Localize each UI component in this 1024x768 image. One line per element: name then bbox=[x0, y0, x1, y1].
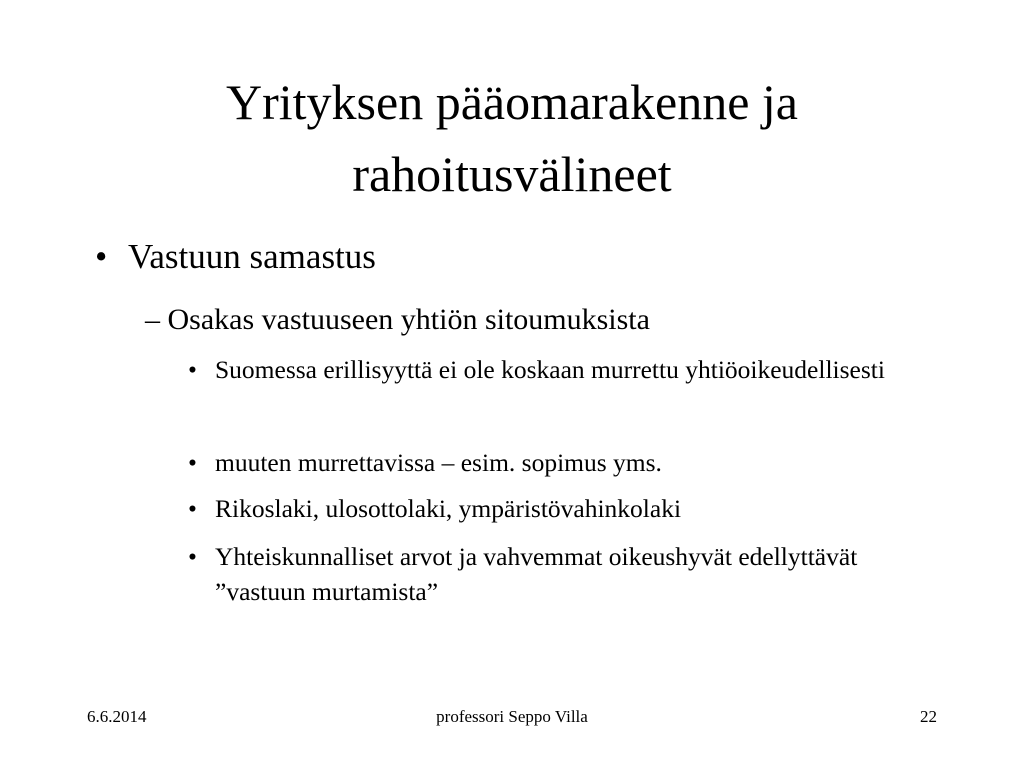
bullet-level-3-text: Rikoslaki, ulosottolaki, ympäristövahinkolaki bbox=[215, 494, 682, 523]
slide-title-line-1: Yrityksen pääomarakenne ja bbox=[226, 74, 798, 130]
slide-title bbox=[60, 66, 964, 210]
slide-title-line-2: rahoitusvälineet bbox=[352, 146, 672, 202]
bullet-level-2 bbox=[145, 299, 650, 341]
footer-date: 6.6.2014 bbox=[87, 707, 147, 726]
bullet-level-3-text: Suomessa erillisyyttä ei ole koskaan murrettu yhtiöoikeudellisesti bbox=[215, 355, 885, 384]
footer-page-number: 22 bbox=[920, 707, 937, 726]
bullet-dot-icon: • bbox=[188, 542, 197, 571]
bullet-dot-icon: • bbox=[188, 355, 197, 384]
bullet-level-3-item bbox=[188, 352, 948, 387]
bullet-dot-icon: • bbox=[188, 494, 197, 523]
bullet-level-1-text: Vastuun samastus bbox=[128, 237, 376, 276]
bullet-level-3-item bbox=[188, 539, 948, 609]
bullet-level-3-item bbox=[188, 445, 948, 480]
bullet-level-2-text: – Osakas vastuuseen yhtiön sitoumuksista bbox=[145, 303, 650, 336]
bullet-level-3-text: Yhteiskunnalliset arvot ja vahvemmat oikeushyvät edellyttävät ”vastuun murtamista” bbox=[215, 542, 858, 606]
bullet-dot-icon: • bbox=[188, 448, 197, 477]
footer-author: professori Seppo Villa bbox=[436, 707, 588, 726]
bullet-level-3-text: muuten murrettavissa – esim. sopimus yms. bbox=[215, 448, 662, 477]
bullet-dot-icon: • bbox=[95, 237, 108, 276]
bullet-level-3-item bbox=[188, 491, 948, 526]
bullet-level-1 bbox=[95, 233, 376, 281]
